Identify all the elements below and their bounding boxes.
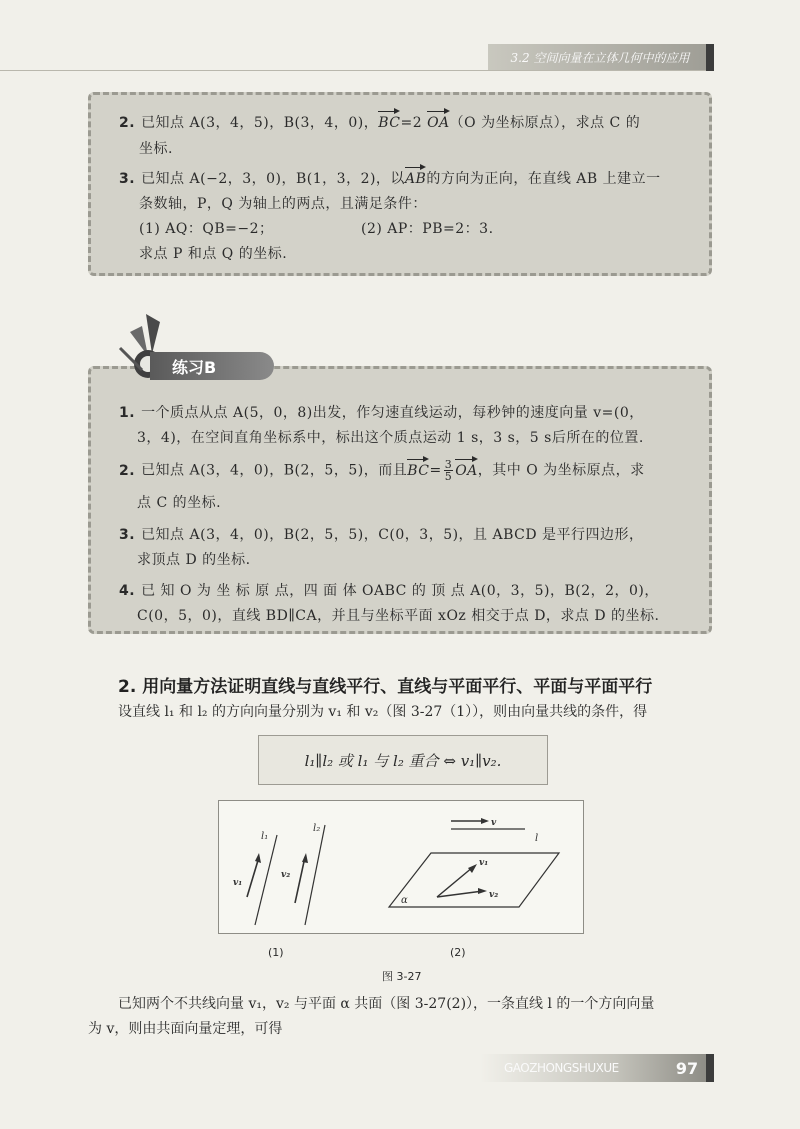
- section-intro: 设直线 l₁ 和 l₂ 的方向向量分别为 v₁ 和 v₂（图 3-27（1）），则由向量共线的条件，得: [118, 704, 648, 720]
- section-header-title: 3.2 空间向量在立体几何中的应用: [510, 50, 690, 65]
- figure-sub-caption-1: (1): [268, 946, 284, 959]
- exercise-a-item-3-line2: 条数轴，P，Q 为轴上的两点，且满足条件：: [139, 196, 427, 212]
- exercise-b-item-2: 2. 已知点 A(3，4，0)，B(2，5，5)，而且BC= $\frac{3}{5}$ OA，其中 O 为坐标原点，求: [119, 458, 645, 483]
- exercise-b-item-4: 4. 已 知 O 为 坐 标 原 点，四 面 体 OABC 的 顶 点 A(0，3，5)，B(2，2，0)，: [119, 583, 659, 599]
- figure-diagram: [219, 801, 583, 933]
- exercise-b-box: [88, 366, 712, 634]
- exercise-a-item-3-cond2: (2) AP：PB=2：3.: [361, 221, 494, 237]
- fraction-three-fifths: $\frac{3}{5}$: [444, 458, 453, 483]
- exercise-b-item-3-line2: 求顶点 D 的坐标.: [137, 552, 251, 568]
- exercise-a-item-3-line4: 求点 P 和点 Q 的坐标.: [139, 246, 288, 262]
- exercise-b-item-4-line2: C(0，5，0)，直线 BD∥CA，并且与坐标平面 xOz 相交于点 D，求点 D 的坐标.: [137, 608, 660, 624]
- vector-v2-arrow: [295, 857, 305, 903]
- footer-tab-marker: [706, 1054, 714, 1082]
- label-plane-v1: v₁: [479, 858, 489, 868]
- label-v: v: [491, 818, 497, 828]
- vector-oa: OA: [455, 462, 478, 479]
- parallel-formula: l₁∥l₂ 或 l₁ 与 l₂ 重合 ⇔ v₁∥v₂.: [304, 751, 502, 770]
- line-l1: [255, 835, 277, 925]
- vector-oa: OA: [427, 115, 450, 131]
- line-l2: [305, 825, 325, 925]
- exercise-b-item-3: 3. 已知点 A(3，4，0)，B(2，5，5)，C(0，3，5)，且 ABCD 是平行四边形，: [119, 527, 644, 543]
- exercise-a-box: [88, 92, 712, 276]
- figure-3-27: [218, 800, 584, 934]
- label-l2: l₂: [313, 823, 321, 834]
- formula-box: [258, 735, 548, 785]
- label-l: l: [535, 833, 539, 844]
- vector-bc: BC: [407, 462, 430, 479]
- exercise-b-item-1: 1. 一个质点从点 A(5，0，8)出发，作匀速直线运动，每秒钟的速度向量 v=(0，: [119, 405, 644, 421]
- exercise-a-item-2-line2: 坐标.: [139, 141, 173, 157]
- label-l1: l₁: [261, 831, 269, 842]
- vector-ab: AB: [404, 171, 427, 187]
- figure-sub-caption-2: (2): [450, 946, 466, 959]
- exercise-b-item-2-line2: 点 C 的坐标.: [137, 495, 222, 511]
- exercise-b-item-1-line2: 3，4)，在空间直角坐标系中，标出这个质点运动 1 s，3 s，5 s后所在的位置.: [137, 430, 644, 446]
- paragraph-2-line-2: 为 v，则由共面向量定理，可得: [88, 1021, 283, 1037]
- figure-caption: 图 3-27: [382, 970, 422, 983]
- vector-v1-arrow: [247, 857, 259, 897]
- page-number: 97: [675, 1058, 699, 1078]
- paragraph-2-line-1: 已知两个不共线向量 v₁，v₂ 与平面 α 共面（图 3-27(2)），一条直线 l 的一个方向向量: [118, 996, 655, 1012]
- section-title: 2. 用向量方法证明直线与直线平行、直线与平面平行、平面与平面平行: [118, 677, 653, 697]
- exercise-b-label: 练习B: [150, 352, 274, 380]
- footer-brand: GAOZHONGSHUXUE: [504, 1061, 619, 1075]
- label-v1: v₁: [233, 878, 243, 888]
- running-header: [488, 44, 712, 70]
- exercise-a-item-2: 2. 已知点 A(3，4，5)，B(3，4，0)，BC=2 OA（O 为坐标原点），求点 C 的: [119, 115, 641, 131]
- plane-alpha: [389, 853, 559, 907]
- header-rule: [0, 70, 712, 71]
- vector-bc: BC: [378, 115, 401, 131]
- exercise-a-item-3-cond1: (1) AQ：QB=−2；: [139, 221, 274, 237]
- exercise-a-item-3: 3. 已知点 A(−2，3，0)，B(1，3，2)，以AB的方向为正向，在直线 AB 上建立一: [119, 171, 661, 187]
- label-plane-v2: v₂: [489, 890, 499, 900]
- label-v2: v₂: [281, 870, 291, 880]
- label-alpha: α: [401, 895, 408, 906]
- header-tab-marker: [706, 44, 714, 71]
